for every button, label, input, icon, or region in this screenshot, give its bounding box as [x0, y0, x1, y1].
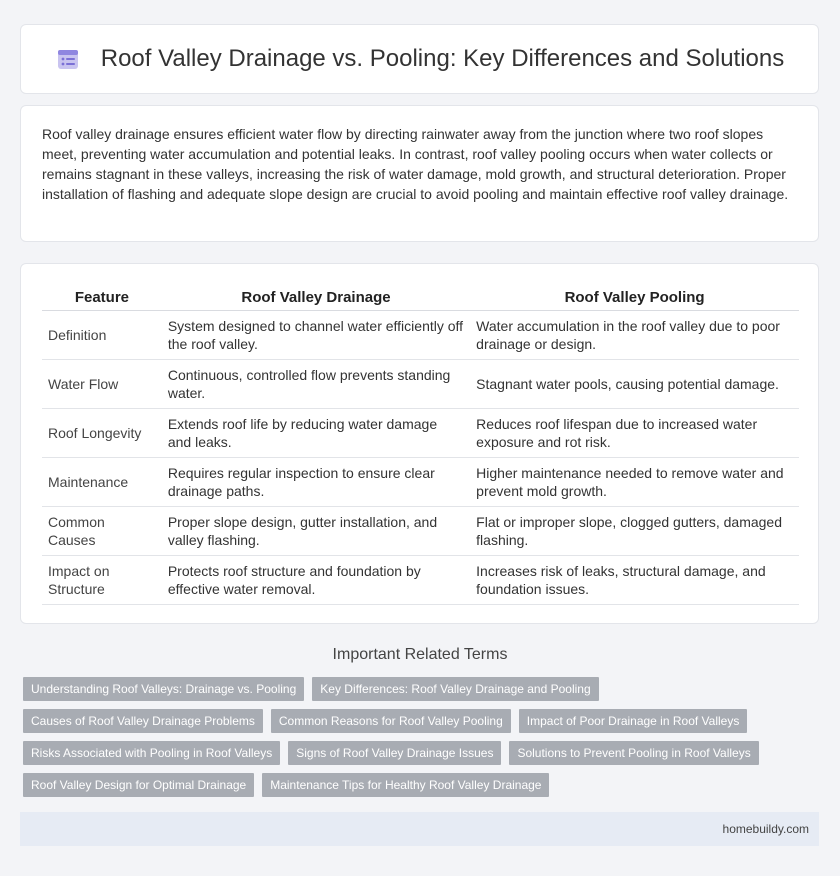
drainage-cell: Requires regular inspection to ensure clear drainage paths. [162, 458, 470, 507]
footer-site[interactable]: homebuildy.com [722, 822, 809, 836]
pooling-cell: Stagnant water pools, causing potential damage. [470, 360, 799, 409]
table-row [42, 311, 799, 360]
tag-row [23, 677, 823, 701]
related-term-tag[interactable]: Impact of Poor Drainage in Roof Valleys [519, 709, 748, 733]
pooling-cell: Water accumulation in the roof valley due to poor drainage or design. [470, 311, 799, 360]
feature-cell: Water Flow [42, 360, 162, 409]
related-terms-list [23, 677, 823, 805]
feature-cell: Impact on Structure [42, 556, 162, 605]
table-row [42, 507, 799, 556]
feature-cell: Definition [42, 311, 162, 360]
drainage-cell: Extends roof life by reducing water damage and leaks. [162, 409, 470, 458]
tag-row [23, 773, 823, 797]
tag-row [23, 741, 823, 765]
table-header-row [42, 282, 799, 311]
table-row [42, 556, 799, 605]
feature-cell: Roof Longevity [42, 409, 162, 458]
header-card [20, 24, 819, 94]
document-list-icon [55, 46, 81, 72]
pooling-cell: Increases risk of leaks, structural damage, and foundation issues. [470, 556, 799, 605]
header-pooling: Roof Valley Pooling [470, 282, 799, 311]
related-terms-title: Important Related Terms [332, 646, 508, 663]
related-term-tag[interactable]: Solutions to Prevent Pooling in Roof Valleys [509, 741, 758, 765]
drainage-cell: Protects roof structure and foundation by effective water removal. [162, 556, 470, 605]
pooling-cell: Higher maintenance needed to remove water and prevent mold growth. [470, 458, 799, 507]
feature-cell: Common Causes [42, 507, 162, 556]
table-row [42, 409, 799, 458]
related-term-tag[interactable]: Causes of Roof Valley Drainage Problems [23, 709, 263, 733]
related-term-tag[interactable]: Maintenance Tips for Healthy Roof Valley Drainage [262, 773, 549, 797]
header-feature: Feature [42, 282, 162, 311]
comparison-table [42, 282, 799, 605]
related-term-tag[interactable]: Common Reasons for Roof Valley Pooling [271, 709, 511, 733]
related-term-tag[interactable]: Roof Valley Design for Optimal Drainage [23, 773, 254, 797]
related-term-tag[interactable]: Understanding Roof Valleys: Drainage vs. Pooling [23, 677, 304, 701]
feature-cell: Maintenance [42, 458, 162, 507]
table-row [42, 360, 799, 409]
drainage-cell: Continuous, controlled flow prevents standing water. [162, 360, 470, 409]
related-term-tag[interactable]: Signs of Roof Valley Drainage Issues [288, 741, 501, 765]
intro-text: Roof valley drainage ensures efficient water flow by directing rainwater away from the junction where two roof slopes meet, preventing water accumulation and potential leaks. In contrast, roof valley pooling occurs when water collects or remains stagnant in these valleys, increasing the risk of water damage, mold growth, and structural deterioration. Proper installation of flashing and adequate slope design are crucial to avoid pooling and maintain effective roof valley drainage. [42, 126, 789, 202]
drainage-cell: System designed to channel water efficiently off the roof valley. [162, 311, 470, 360]
page-title: Roof Valley Drainage vs. Pooling: Key Differences and Solutions [100, 45, 785, 72]
related-term-tag[interactable]: Risks Associated with Pooling in Roof Valleys [23, 741, 280, 765]
footer [20, 812, 819, 846]
comparison-table-card [20, 263, 819, 624]
header-drainage: Roof Valley Drainage [162, 282, 470, 311]
related-term-tag[interactable]: Key Differences: Roof Valley Drainage and Pooling [312, 677, 598, 701]
drainage-cell: Proper slope design, gutter installation, and valley flashing. [162, 507, 470, 556]
tag-row [23, 709, 823, 733]
pooling-cell: Reduces roof lifespan due to increased water exposure and rot risk. [470, 409, 799, 458]
pooling-cell: Flat or improper slope, clogged gutters, damaged flashing. [470, 507, 799, 556]
intro-card [20, 105, 819, 242]
table-row [42, 458, 799, 507]
